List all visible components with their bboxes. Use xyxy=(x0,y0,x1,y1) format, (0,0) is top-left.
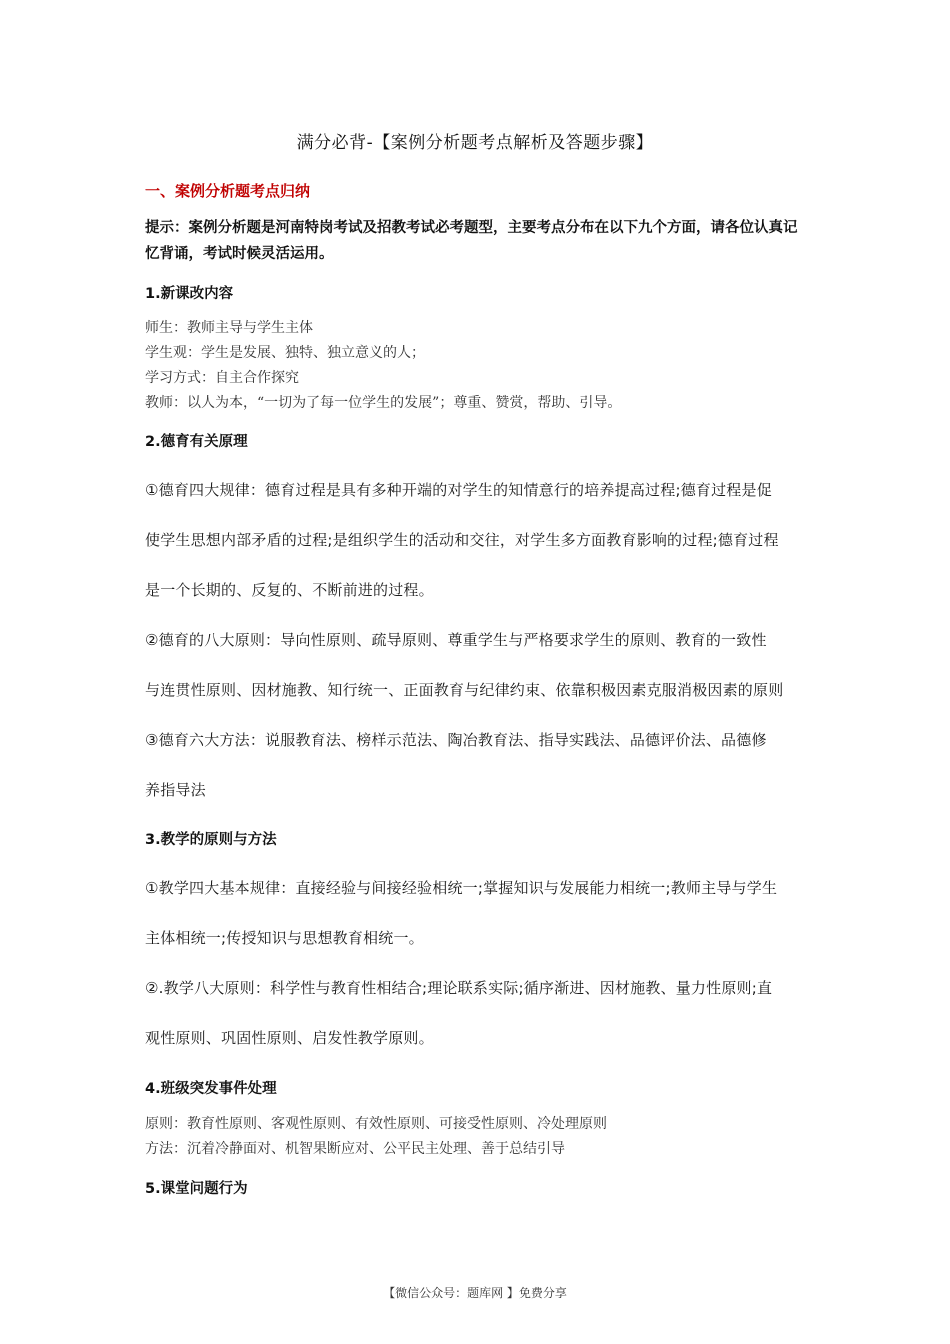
text-line: 教师：以人为本，“一切为了每一位学生的发展”；尊重、赞赏，帮助、引导。 xyxy=(145,395,622,411)
text-line: ①德育四大规律：德育过程是具有多种开端的对学生的知情意行的培养提高过程;德育过程是促 xyxy=(145,481,772,499)
text-line: 原则：教育性原则、客观性原则、有效性原则、可接受性原则、冷处理原则 xyxy=(145,1116,607,1132)
text-line: 学习方式：自主合作探究 xyxy=(145,370,299,386)
section-heading: 一、案例分析题考点归纳 xyxy=(145,182,311,200)
text-line: 主体相统一;传授知识与思想教育相统一。 xyxy=(145,929,424,947)
heading-new-curriculum: 1.新课改内容 xyxy=(145,286,234,302)
text-line: 与连贯性原则、因材施教、知行统一、正面教育与纪律约束、依靠积极因素克服消极因素的原则 xyxy=(145,681,784,699)
text-line: 养指导法 xyxy=(145,781,206,799)
text-line: ③德育六大方法：说服教育法、榜样示范法、陶冶教育法、指导实践法、品德评价法、品德修 xyxy=(145,731,767,749)
heading-class-emergency: 4.班级突发事件处理 xyxy=(145,1081,277,1097)
page-title: 满分必背-【案例分析题考点解析及答题步骤】 xyxy=(296,133,654,153)
heading-moral-education: 2.德育有关原理 xyxy=(145,434,248,450)
heading-teaching-principles: 3.教学的原则与方法 xyxy=(145,832,277,848)
text-line: 学生观：学生是发展、独特、独立意义的人； xyxy=(145,345,425,361)
text-line: 观性原则、巩固性原则、启发性教学原则。 xyxy=(145,1029,434,1047)
text-line: ②.教学八大原则：科学性与教育性相结合;理论联系实际;循序渐进、因材施教、量力性原则;直 xyxy=(145,979,773,997)
text-line: ②德育的八大原则：导向性原则、疏导原则、尊重学生与严格要求学生的原则、教育的一致性 xyxy=(145,631,767,649)
text-line: 师生：教师主导与学生主体 xyxy=(145,320,313,336)
tip-paragraph: 提示：案例分析题是河南特岗考试及招教考试必考题型，主要考点分布在以下九个方面，请各位认真记忆背诵，考试时候灵活运用。 xyxy=(145,220,798,262)
text-line: 使学生思想内部矛盾的过程;是组织学生的活动和交往，对学生多方面教育影响的过程;德育过程 xyxy=(145,531,779,549)
heading-classroom-behavior: 5.课堂问题行为 xyxy=(145,1181,248,1197)
text-line: 是一个长期的、反复的、不断前进的过程。 xyxy=(145,581,434,599)
text-line: 方法：沉着冷静面对、机智果断应对、公平民主处理、善于总结引导 xyxy=(145,1141,565,1157)
text-line: ①教学四大基本规律：直接经验与间接经验相统一;掌握知识与发展能力相统一;教师主导与学生 xyxy=(145,879,778,897)
footer: 【微信公众号：题库网 】免费分享 xyxy=(383,1286,567,1300)
